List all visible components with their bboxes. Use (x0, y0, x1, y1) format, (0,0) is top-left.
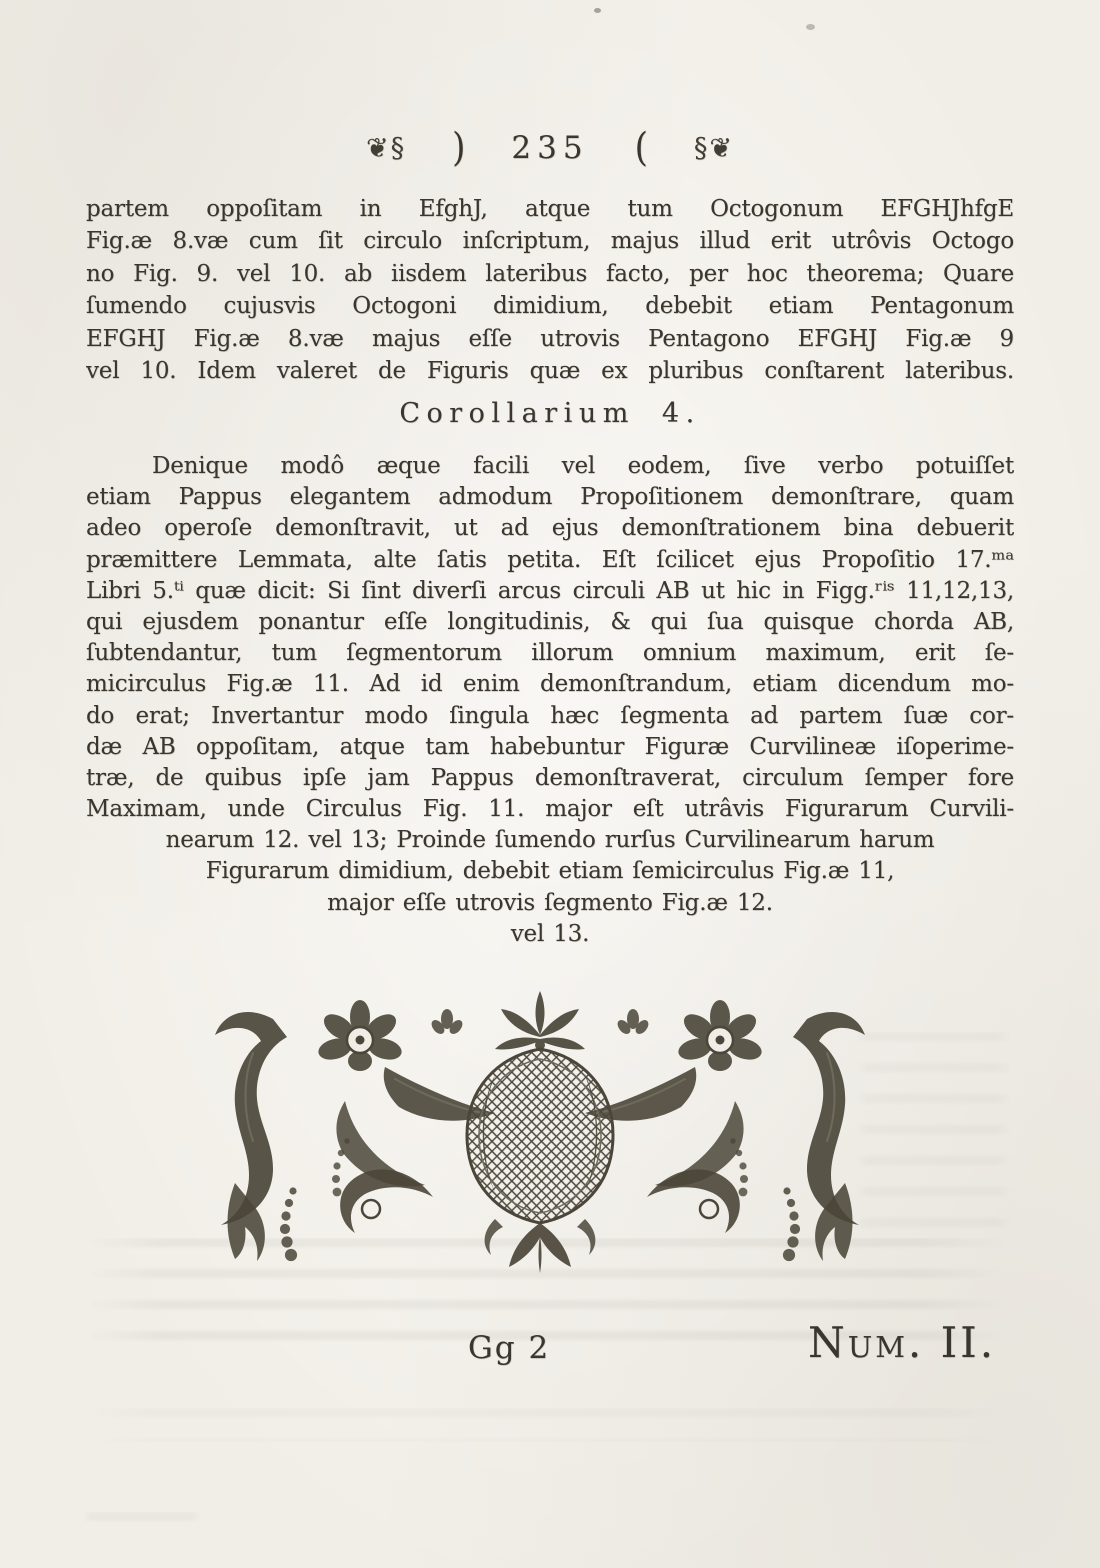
paragraph-1 (86, 193, 1014, 387)
header-bracket-left: ) (452, 125, 466, 171)
text-line: træ, de quibus ipſe jam Pappus demonſtraverat, circulum ſemper fore (86, 764, 1014, 791)
header-fleuron-right: §❦ (693, 132, 734, 164)
ink-speck (594, 8, 601, 13)
bleedthrough-ghost (86, 1408, 1010, 1442)
text-line: Denique modô æque facili vel eodem, ſive verbo potuiſſet (152, 453, 1014, 479)
bleedthrough-ghost (82, 1512, 202, 1534)
text-line: ſumendo cujusvis Octogoni dimidium, debebit etiam Pentagonum (86, 293, 1014, 320)
text-line: Maximam, unde Circulus Fig. 11. major eſt utrâvis Figurarum Curvili- (86, 796, 1014, 823)
text-line: Figurarum dimidium, debebit etiam ſemicirculus Fig.æ 11, (205, 858, 895, 885)
text-line: vel 10. Idem valeret de Figuris quæ ex pluribus conſtarent lateribus. (86, 357, 1014, 384)
tailpiece-ornament (195, 983, 885, 1275)
page-number: 235 (511, 130, 589, 166)
header-fleuron-left: ❦§ (366, 132, 407, 164)
text-line: major eſſe utrovis ſegmento Fig.æ 12. (327, 889, 773, 916)
text-line: adeo operoſe demonſtravit, ut ad ejus demonſtrationem bina debuerit (86, 515, 1014, 542)
ink-speck (806, 24, 815, 30)
text-line: ſubtendantur, tum ſegmentorum illorum omnium maximum, erit ſe- (86, 640, 1014, 667)
text-line: vel 13. (510, 920, 590, 947)
text-line: etiam Pappus elegantem admodum Propoſitionem demonſtrare, quam (86, 484, 1014, 511)
text-line: qui ejusdem ponantur eſſe longitudinis, & qui ſua quisque chorda AB, (86, 608, 1014, 635)
page-header (0, 125, 1100, 171)
header-bracket-right: ( (634, 125, 648, 171)
num-label: Num. II. (808, 1318, 997, 1367)
text-line: EFGHJ Fig.æ 8.væ majus eſſe utrovis Pentagono EFGHJ Fig.æ 9 (86, 325, 1014, 352)
text-line: dæ AB oppoſitam, atque tam habebuntur Figuræ Curvilineæ iſoperime- (86, 733, 1014, 760)
text-line: Libri 5.ᵗⁱ quæ dicit: Si ſint diverſi arcus circuli AB ut hic in Figg.ʳⁱˢ 11,12,13, (86, 577, 1014, 604)
corollary-heading: Corollarium 4. (399, 398, 701, 429)
text-line: nearum 12. vel 13; Proinde ſumendo rurſus Curvilinearum harum (165, 827, 935, 854)
text-line: micirculus Fig.æ 11. Ad id enim demonſtrandum, etiam dicendum mo- (86, 671, 1014, 698)
signature-mark: Gg 2 (468, 1330, 551, 1366)
text-line: Fig.æ 8.væ cum ſit circulo inſcriptum, majus illud erit utrôvis Octogo (86, 228, 1014, 255)
text-line: partem oppoſitam in EfghJ, atque tum Octogonum EFGHJhfgE (86, 196, 1014, 222)
text-line: præmittere Lemmata, alte ſatis petita. Eſt ſcilicet ejus Propoſitio 17.ᵐᵃ (86, 546, 1014, 573)
text-line: no Fig. 9. vel 10. ab iisdem lateribus facto, per hoc theorema; Quare (86, 260, 1014, 287)
text-line: do erat; Invertantur modo ſingula hæc ſegmenta ad partem ſuæ cor- (86, 702, 1014, 729)
paragraph-2 (86, 451, 1014, 950)
